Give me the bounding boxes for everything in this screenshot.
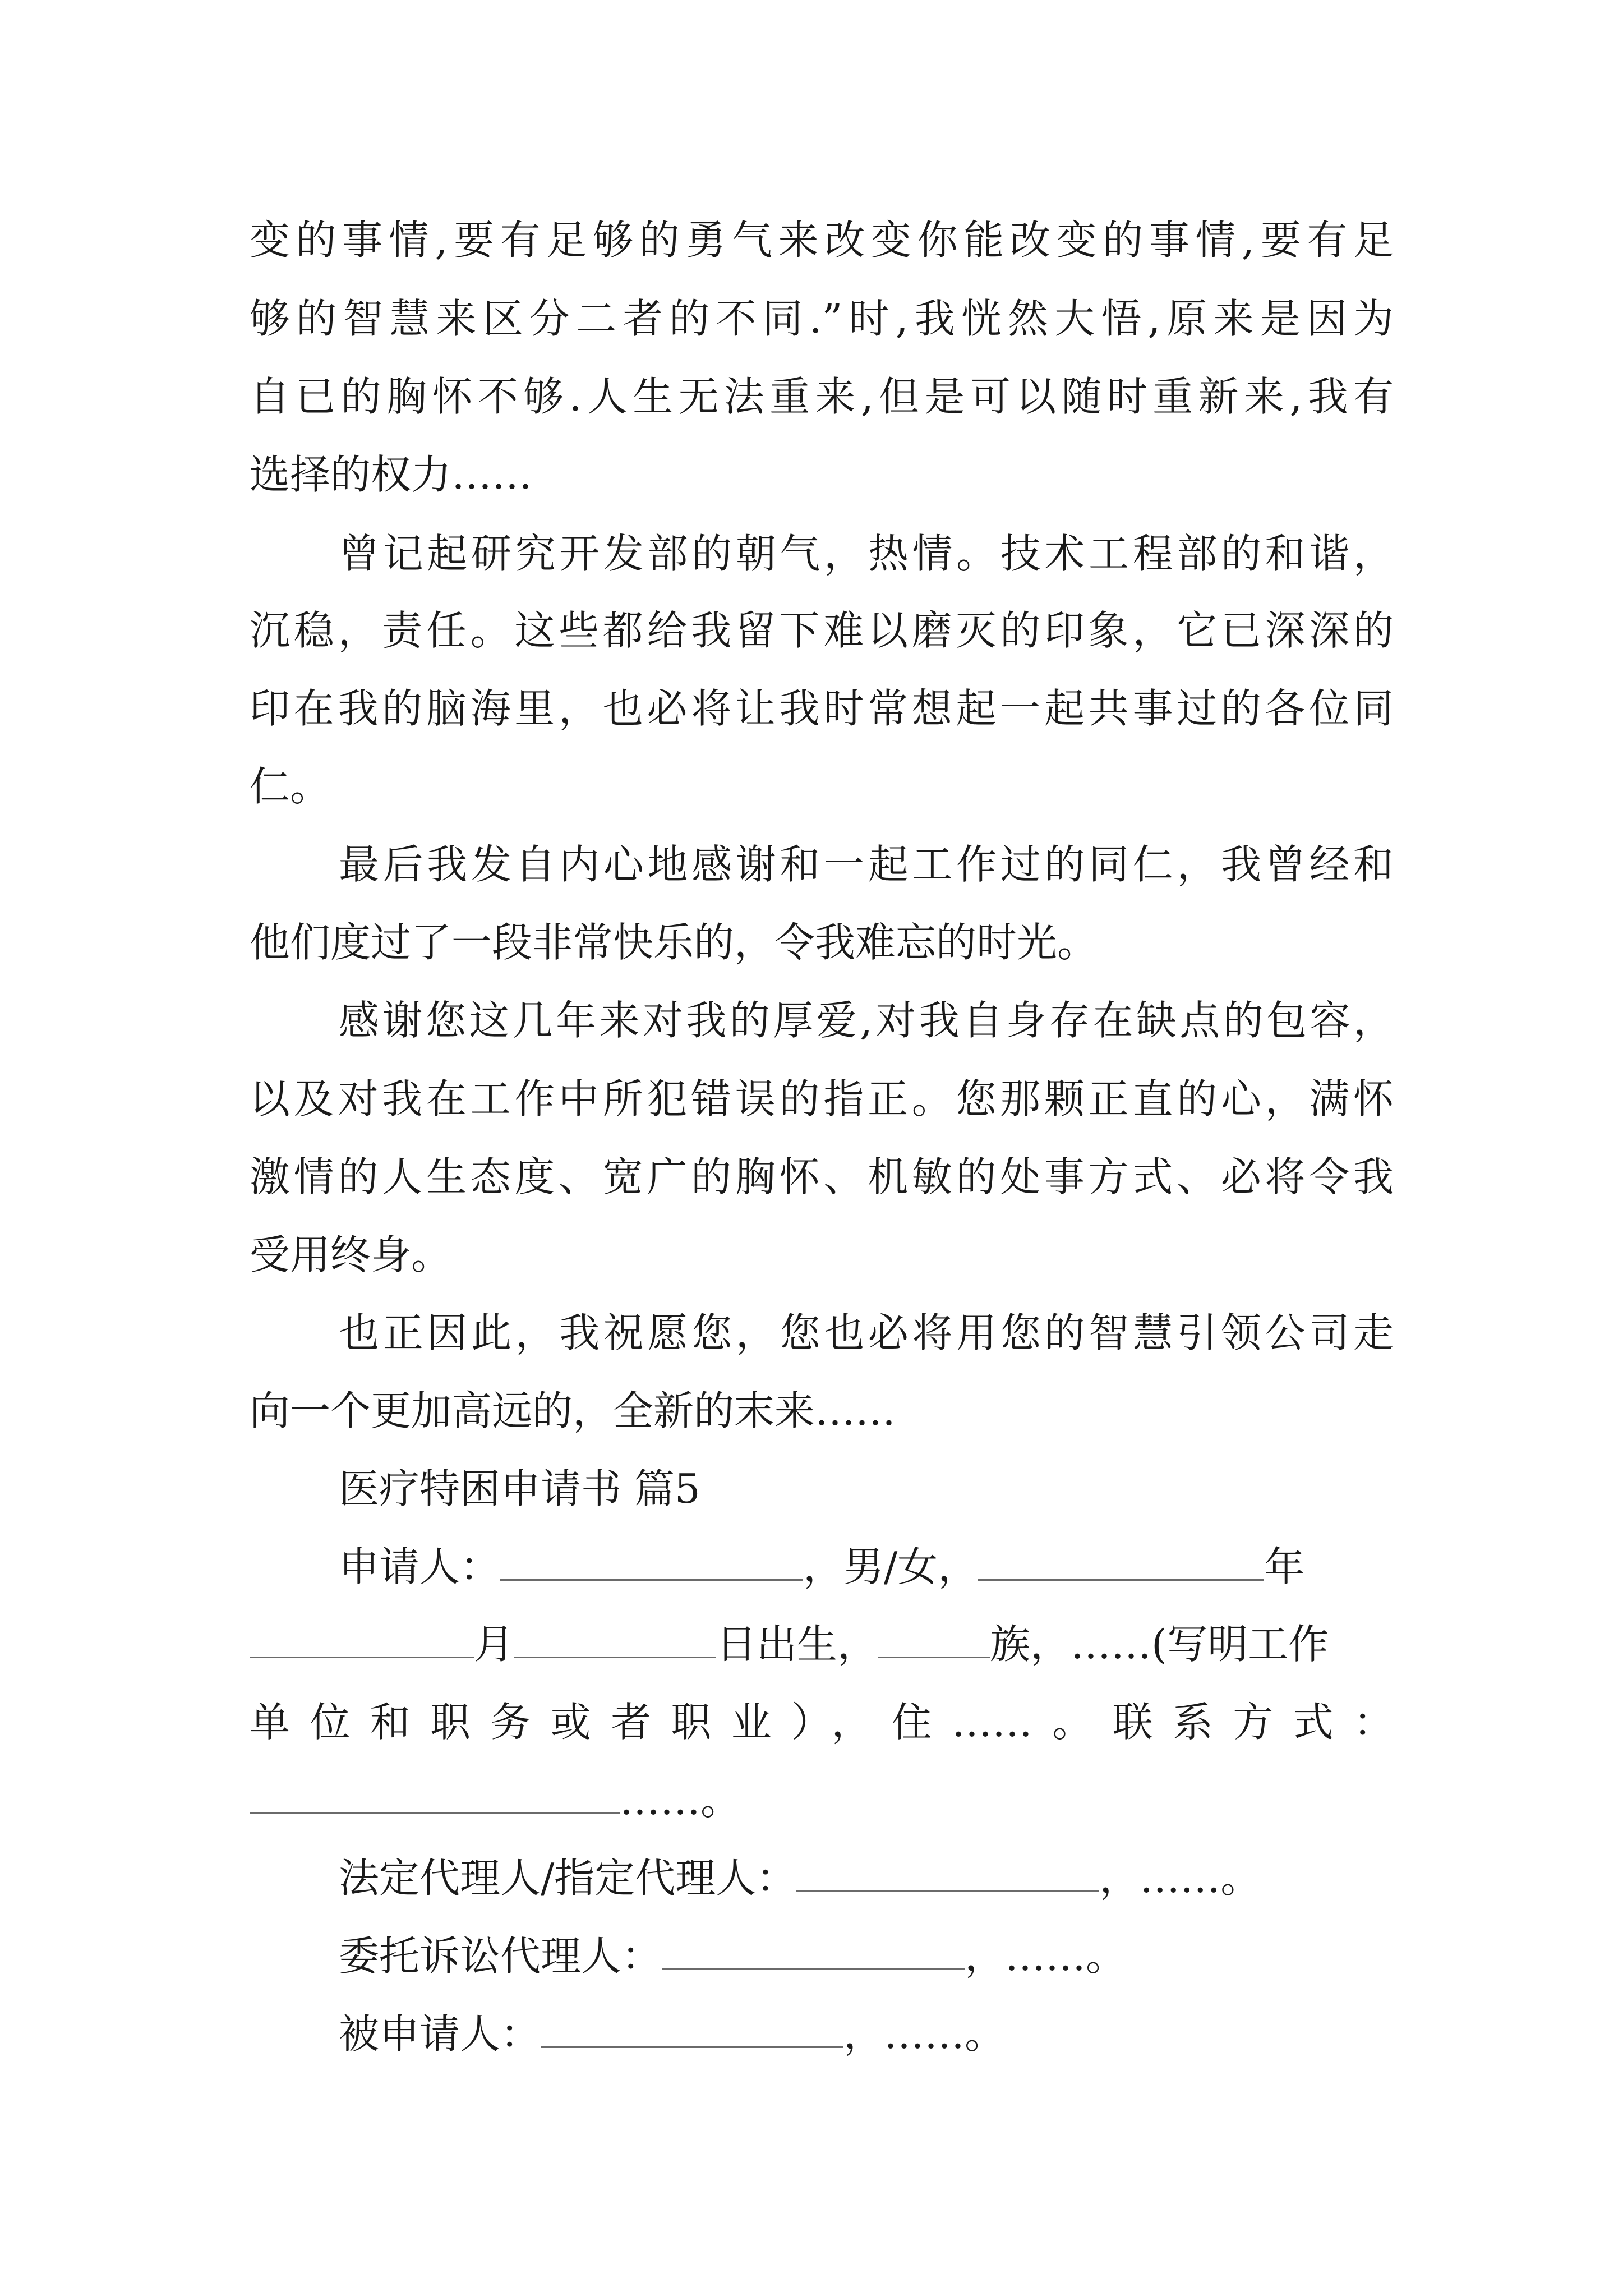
paragraph-4-line-4: 受用终身。: [250, 1231, 452, 1278]
section-heading: 医疗特困申请书 篇5: [339, 1465, 700, 1512]
agent-blank[interactable]: [662, 1934, 965, 1970]
paragraph-1-line-2: 够的智慧来区分二者的不同.”时,我恍然大悟,原来是因为: [250, 295, 1394, 342]
month-text: 月: [474, 1621, 515, 1668]
legal-rep-end-text: ，……。: [1099, 1855, 1261, 1902]
paragraph-1-line-1: 变的事情,要有足够的勇气来改变你能改变的事情,要有足: [250, 217, 1394, 264]
ethnicity-blank[interactable]: [878, 1622, 990, 1658]
ethnicity-text: 族，……(写明工作: [990, 1621, 1329, 1668]
paragraph-5-line-1: 也正因此，我祝愿您，您也必将用您的智慧引领公司走: [339, 1309, 1394, 1356]
contact-blank[interactable]: [250, 1778, 620, 1814]
paragraph-2-line-2: 沉稳，责任。这些都给我留下难以磨灭的印象，它已深深的: [250, 607, 1394, 654]
year-text: 年: [1264, 1543, 1305, 1590]
day-birth-text: 日出生，: [716, 1621, 878, 1668]
respondent-blank[interactable]: [541, 2012, 843, 2048]
form-line-legal-rep: [339, 1853, 1394, 1903]
paragraph-4-line-2: 以及对我在工作中所犯错误的指正。您那颗正直的心，满怀: [250, 1075, 1394, 1122]
form-line-agent: [339, 1931, 1394, 1981]
paragraph-1-line-3: 自已的胸怀不够.人生无法重来,但是可以随时重新来,我有: [250, 373, 1394, 420]
birth-month-blank[interactable]: [250, 1622, 474, 1658]
form-line-respondent: [339, 2009, 1394, 2059]
paragraph-4-line-3: 激情的人生态度、宽广的胸怀、机敏的处事方式、必将令我: [250, 1153, 1394, 1200]
paragraph-4-line-1: 感谢您这几年来对我的厚爱,对我自身存在缺点的包容，: [339, 997, 1394, 1044]
paragraph-2-line-4: 仁。: [250, 763, 331, 810]
birth-day-blank[interactable]: [514, 1622, 716, 1658]
gender-text: ，男/女，: [803, 1543, 979, 1590]
form-line-birth: [250, 1619, 1394, 1669]
respondent-end-text: ，……。: [843, 2010, 1006, 2058]
paragraph-3-line-1: 最后我发自内心地感谢和一起工作过的同仁，我曾经和: [339, 841, 1394, 888]
paragraph-1-line-4: 选择的权力……: [250, 451, 533, 498]
agent-label: 委托诉讼代理人：: [339, 1932, 662, 1980]
applicant-label: 申请人：: [339, 1543, 501, 1590]
applicant-name-blank[interactable]: [500, 1544, 803, 1581]
paragraph-2-line-3: 印在我的脑海里，也必将让我时常想起一起共事过的各位同: [250, 685, 1394, 732]
legal-rep-blank[interactable]: [796, 1856, 1099, 1892]
legal-rep-label: 法定代理人/指定代理人：: [339, 1855, 797, 1902]
agent-end-text: ，……。: [965, 1932, 1127, 1980]
paragraph-3-line-2: 他们度过了一段非常快乐的，令我难忘的时光。: [250, 919, 1098, 966]
form-line-occupation: 单位和职务或者职业），住……。联系方式：: [250, 1699, 1394, 1746]
paragraph-5-line-2: 向一个更加高远的，全新的末来……: [250, 1387, 896, 1434]
paragraph-2-line-1: 曾记起研究开发部的朝气，热情。技术工程部的和谐，: [339, 530, 1394, 577]
form-line-applicant: [339, 1542, 1394, 1592]
contact-end-text: ……。: [620, 1777, 741, 1824]
respondent-label: 被申请人：: [339, 2010, 541, 2058]
birth-year-blank[interactable]: [978, 1544, 1264, 1581]
form-line-contact: [250, 1775, 1394, 1825]
